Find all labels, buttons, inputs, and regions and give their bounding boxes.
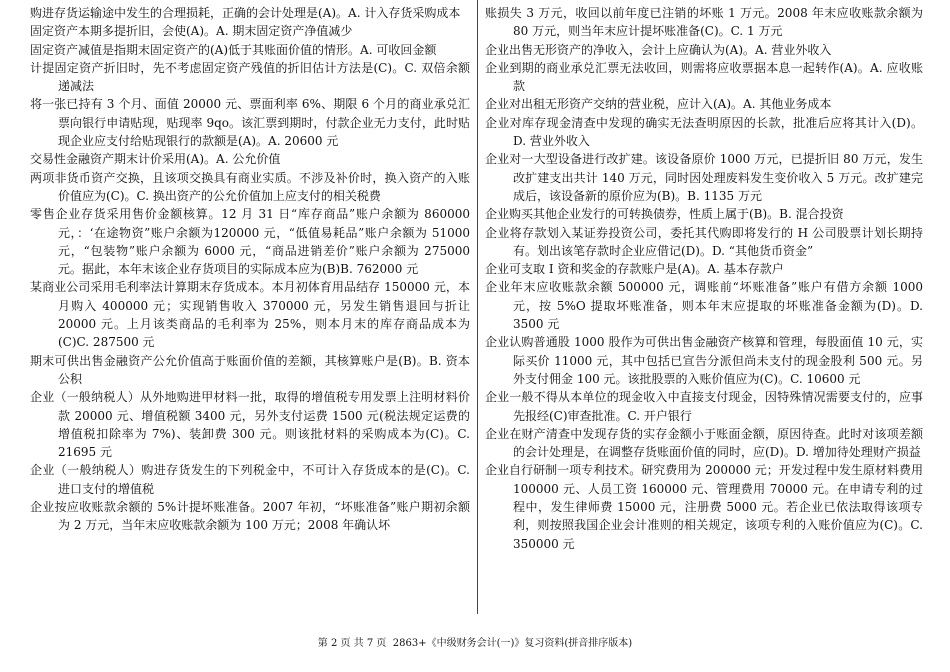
question-item: 企业可支取 I 资和奖金的存款账户是(A)。A. 基本存款户 xyxy=(485,262,784,277)
question-item: 企业自行研制一项专利技术。研究费用为 200000 元；开发过程中发生原材料费用 100000 元、人员工资 160000 元、管理费用 70000 元。在申请专利的过程中，发生律师费 15000 元，注册费 5000 元。若企业已依法取得该项专利，则按照我国企业会计准则的相关规定，该项专利的入账价值应为(C)。C. 350000 元 xyxy=(485,463,923,551)
question-item: 交易性金融资产期末计价采用(A)。A. 公允价值 xyxy=(30,152,281,167)
question-item: 企业一般不得从本单位的现金收入中直接支付现金，因特殊情况需要支付的，应事先报经(C)审查批准。C. 开户银行 xyxy=(485,390,923,423)
question-item: 企业购买其他企业发行的可转换债券，性质上属于(B)。B. 混合投资 xyxy=(485,207,844,222)
question-item: 企业认购普通股 1000 股作为可供出售金融资产核算和管理，每股面值 10 元，实际买价 11000 元，其中包括已宣告分派但尚未支付的现金股利 500 元。另外支付佣金 100 元。该批股票的入账价值应为(C)。C. 10600 元 xyxy=(485,335,923,386)
column-divider xyxy=(477,0,478,614)
question-item: 期末可供出售金融资产公允价值高于账面价值的差额，其核算账户是(B)。B. 资本公积 xyxy=(30,353,470,386)
question-item: 企业按应收账款余额的 5%计提坏账准备。2007 年初，“坏账准备”账户期初余额为 2 万元，当年末应收账款余额为 100 万元；2008 年确认坏 xyxy=(30,500,470,533)
question-item: 企业将存款划入某证券投资公司，委托其代购即将发行的 H 公司股票计划长期持有。划出该笔存款时企业应借记(D)。D. “其他货币资金” xyxy=(485,225,923,258)
question-item: 两项非货币资产交换，且该项交换具有商业实质。不涉及补价时，换入资产的入账价值应为(C)。C. 换出资产的公允价值加上应支付的相关税费 xyxy=(30,170,470,203)
question-item: 企业年末应收账款余额 500000 元，调账前“坏账准备”账户有借方余额 1000 元，按 5%O 提取坏账准备，则本年末应提取的坏账准备金额为(D)。D. 3500 元 xyxy=(485,280,923,332)
right-column xyxy=(485,4,923,553)
question-item: 购进存货运输途中发生的合理损耗，正确的会计处理是(A)。A. 计入存货采购成本 xyxy=(30,6,461,20)
question-item: 固定资产本期多提折旧，会使(A)。A. 期末固定资产净值减少 xyxy=(30,24,353,39)
question-item: 企业（一般纳税人）从外地购进甲材料一批，取得的增值税专用发票上注明材料价款 20000 元、增值税额 3400 元，另外支付运费 1500 元(税法规定运费的增值税扣除率为 7%)、装卸费 300 元。则该批材料的采购成本为(C)。C. 21695 元 xyxy=(30,390,470,460)
question-item: 某商业公司采用毛利率法计算期末存货成本。本月初体育用品结存 150000 元，本月购入 400000 元；实现销售收入 370000 元，另发生销售退回与折让 20000 元。上月该类商品的毛利率为 25%，则本月末的库存商品成本为(C)C. 287500 元 xyxy=(30,280,470,350)
question-item: 零售企业存货采用售价金额核算。12 月 31 日“库存商品”账户余额为 860000 元，：‘在途物资”账户余额为120000 元，“低值易耗品”账户余额为 51000 元，“包装物”账户余额为 6000 元，“商品进销差价”账户余额为 275000 元。据此，本年末该企业存货项目的实际成本应为(B)B. 762000 元 xyxy=(30,207,470,277)
question-item: 企业对库存现金清查中发现的确实无法查明原因的长款，批准后应将其计入(D)。D. 营业外收入 xyxy=(485,115,923,149)
question-item: 将一张已持有 3 个月、面值 20000 元、票面利率 6%、期限 6 个月的商业承兑汇票向银行申请贴现，贴现率 9qo。该汇票到期时，付款企业无力支付，此时贴现企业应支付给贴现银行的款额是(A)。A. 20600 元 xyxy=(30,97,470,149)
left-column xyxy=(30,4,470,535)
question-item: 固定资产减值是指期末固定资产的(A)低于其账面价值的情形。A. 可收回金额 xyxy=(30,42,437,57)
question-item: 企业对一大型设备进行改扩建。该设备原价 1000 万元，已提折旧 80 万元，发生改扩建支出共计 140 万元，同时因处理废料发生变价收入 5 万元。改扩建完成后，该设备新的原价应为(B)。B. 1135 万元 xyxy=(485,152,923,203)
question-item: 企业（一般纳税人）购进存货发生的下列税金中，不可计入存货成本的是(C)。C. 进口支付的增值税 xyxy=(30,463,470,496)
question-item: 计提固定资产折旧时，先不考虑固定资产残值的折旧估计方法是(C)。C. 双倍余额递减法 xyxy=(30,60,470,94)
question-item: 企业出售无形资产的净收入，会计上应确认为(A)。A. 营业外收入 xyxy=(485,42,832,57)
question-item: 企业到期的商业承兑汇票无法收回，则需将应收票据本息一起转作(A)。A. 应收账款 xyxy=(485,60,923,94)
question-item: 企业在财产清查中发现存货的实存金额小于账面金额，原因待查。此时对该项差额的会计处理是，在调整存货账面价值的同时，应(D)。D. 增加待处理财产损益 xyxy=(485,426,923,460)
question-item: 企业对出租无形资产交纳的营业税，应计入(A)。A. 其他业务成本 xyxy=(485,97,832,112)
question-item-continued: 账损失 3 万元，收回以前年度已注销的坏账 1 万元。2008 年末应收账款余额为 80 万元，则当年末应计提坏账准备(C)。C. 1 万元 xyxy=(485,6,923,39)
page-footer: 第 2 页 共 7 页 2863+《中级财务会计(一)》复习资料(拼音排序版本) xyxy=(317,638,633,649)
